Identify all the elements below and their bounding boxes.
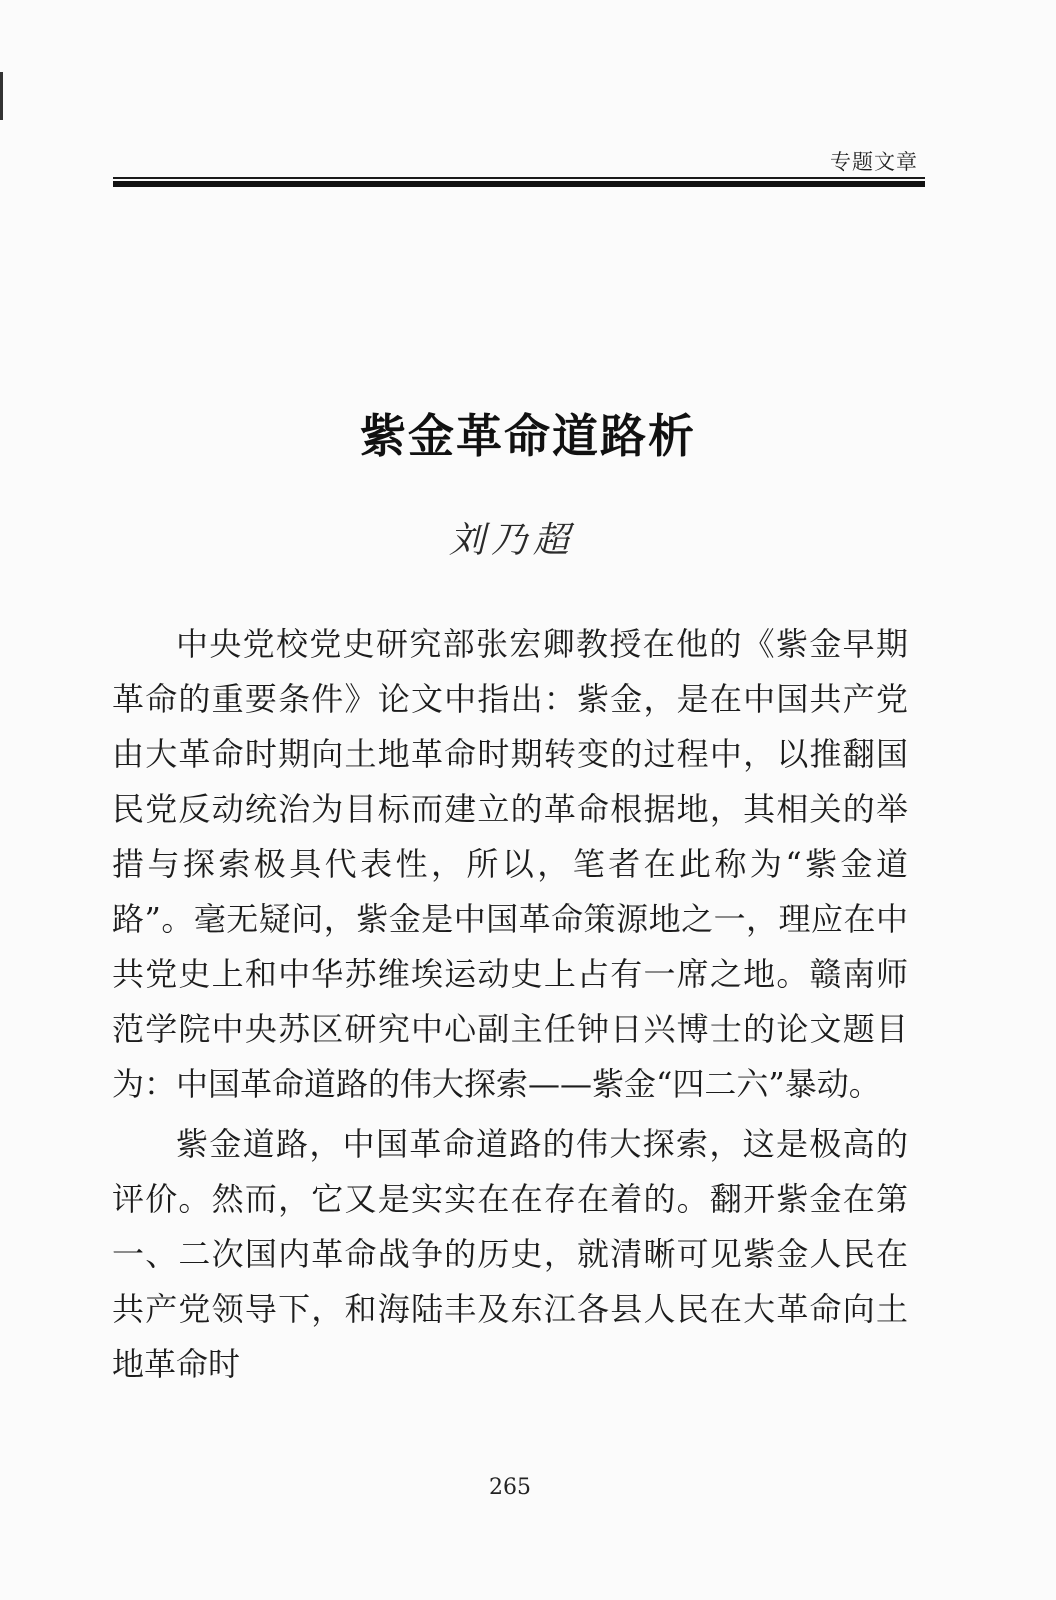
- paragraph: 紫金道路，中国革命道路的伟大探索，这是极高的评价。然而，它又是实实在在存在着的。翻开紫金在第一、二次国内革命战争的历史，就清晰可见紫金人民在共产党领导下，和海陆丰及东江各县人民在大革命向土地革命时: [112, 1125, 908, 1383]
- article-author: 刘乃超: [448, 520, 575, 561]
- page-number: 265: [489, 1475, 531, 1500]
- article-title: 紫金革命道路析: [360, 409, 696, 463]
- header-rule-thick: [113, 181, 925, 187]
- header-rule-thin: [113, 177, 925, 179]
- running-head: 专题文章: [830, 150, 918, 174]
- paragraph: 中央党校党史研究部张宏卿教授在他的《紫金早期革命的重要条件》论文中指出：紫金，是在中国共产党由大革命时期向土地革命时期转变的过程中，以推翻国民党反动统治为目标而建立的革命根据地，其相关的举措与探索极具代表性，所以，笔者在此称为“紫金道路”。毫无疑问，紫金是中国革命策源地之一，理应在中共党史上和中华苏维埃运动史上占有一席之地。赣南师范学院中央苏区研究中心副主任钟日兴博士的论文题目为：中国革命道路的伟大探索——紫金“四二六”暴动。: [112, 625, 908, 1103]
- scan-edge-mark: [0, 72, 3, 120]
- article-body: [112, 617, 908, 1397]
